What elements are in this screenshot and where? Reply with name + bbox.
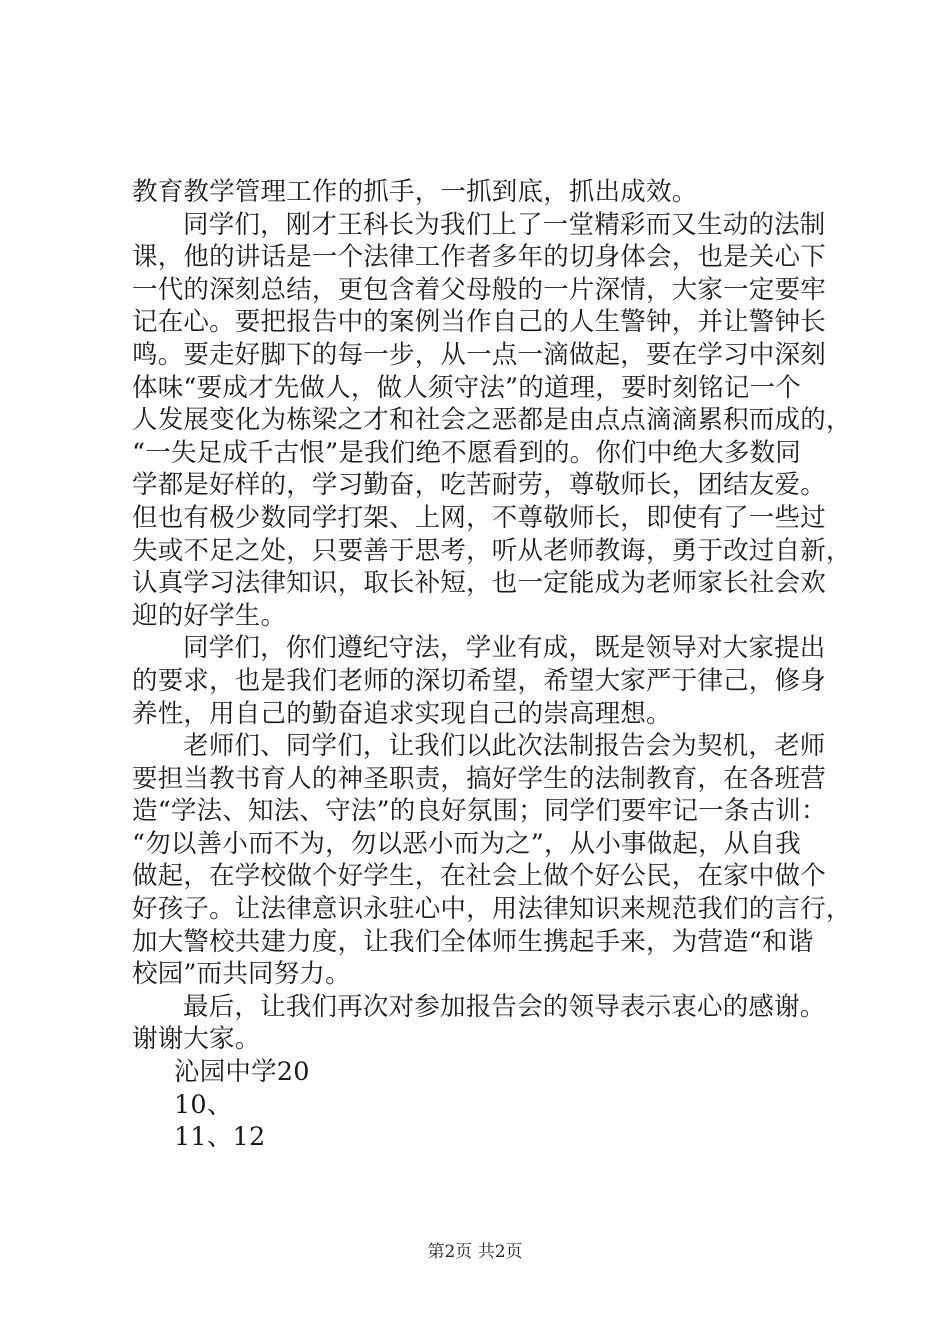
text-line: 的要求，也是我们老师的深切希望，希望大家严于律己，修身: [132, 665, 826, 696]
document-body: [132, 176, 852, 1154]
text-line: 谢谢大家。: [132, 1024, 261, 1055]
signature-line: 10、: [174, 1089, 233, 1120]
text-line: 校园”而共同努力。: [132, 959, 351, 990]
text-line: “勿以善小而不为，勿以恶小而为之”，从小事做起，从自我: [132, 828, 801, 859]
paragraph-start-line: 最后，让我们再次对参加报告会的领导表示衷心的感谢。: [183, 991, 826, 1022]
text-line: 学都是好样的，学习勤奋，吃苦耐劳，尊敬师长，团结友爱。: [132, 470, 826, 501]
text-line: 一代的深刻总结，更包含着父母般的一片深情，大家一定要牢: [132, 274, 826, 305]
paragraph-start-line: 老师们、同学们，让我们以此次法制报告会为契机，老师: [183, 731, 826, 762]
text-line: 加大警校共建力度，让我们全体师生携起手来，为营造“和谐: [132, 926, 814, 957]
paragraph-start-line: 同学们，刚才王科长为我们上了一堂精彩而又生动的法制: [183, 209, 826, 240]
text-line: 做起，在学校做个好学生，在社会上做个好公民，在家中做个: [132, 861, 826, 892]
text-line: 人发展变化为栋梁之才和社会之恶都是由点点滴滴累积而成的，: [132, 405, 852, 436]
signature-line: 沁园中学20: [174, 1057, 310, 1088]
text-line: 养性，用自己的勤奋追求实现自己的崇高理想。: [132, 698, 672, 729]
text-line: 鸣。要走好脚下的每一步，从一点一滴做起，要在学习中深刻: [132, 339, 826, 370]
page-number-footer: 第2页 共2页: [427, 1242, 523, 1262]
text-line: 但也有极少数同学打架、上网，不尊敬师长，即使有了一些过: [132, 502, 826, 533]
signature-line: 11、12: [174, 1122, 266, 1153]
text-line: “一失足成千古恨”是我们绝不愿看到的。你们中绝大多数同: [132, 437, 801, 468]
text-line: 失或不足之处，只要善于思考，听从老师教诲，勇于改过自新，: [132, 535, 852, 566]
text-line: 体味“要成才先做人，做人须守法”的道理，要时刻铭记一个: [132, 372, 801, 403]
text-line: 造“学法、知法、守法”的良好氛围；同学们要牢记一条古训：: [132, 796, 827, 827]
text-line: 要担当教书育人的神圣职责，搞好学生的法制教育，在各班营: [132, 763, 826, 794]
text-line: 好孩子。让法律意识永驻心中，用法律知识来规范我们的言行，: [132, 894, 852, 925]
paragraph-start-line: 同学们，你们遵纪守法，学业有成，既是领导对大家提出: [183, 633, 826, 664]
text-line: 认真学习法律知识，取长补短，也一定能成为老师家长社会欢: [132, 568, 826, 599]
text-line: 迎的好学生。: [132, 600, 287, 631]
text-line: 课，他的讲话是一个法律工作者多年的切身体会，也是关心下: [132, 242, 826, 273]
text-line: 教育教学管理工作的抓手，一抓到底，抓出成效。: [132, 177, 698, 207]
text-line: 记在心。要把报告中的案例当作自己的人生警钟，并让警钟长: [132, 307, 826, 338]
